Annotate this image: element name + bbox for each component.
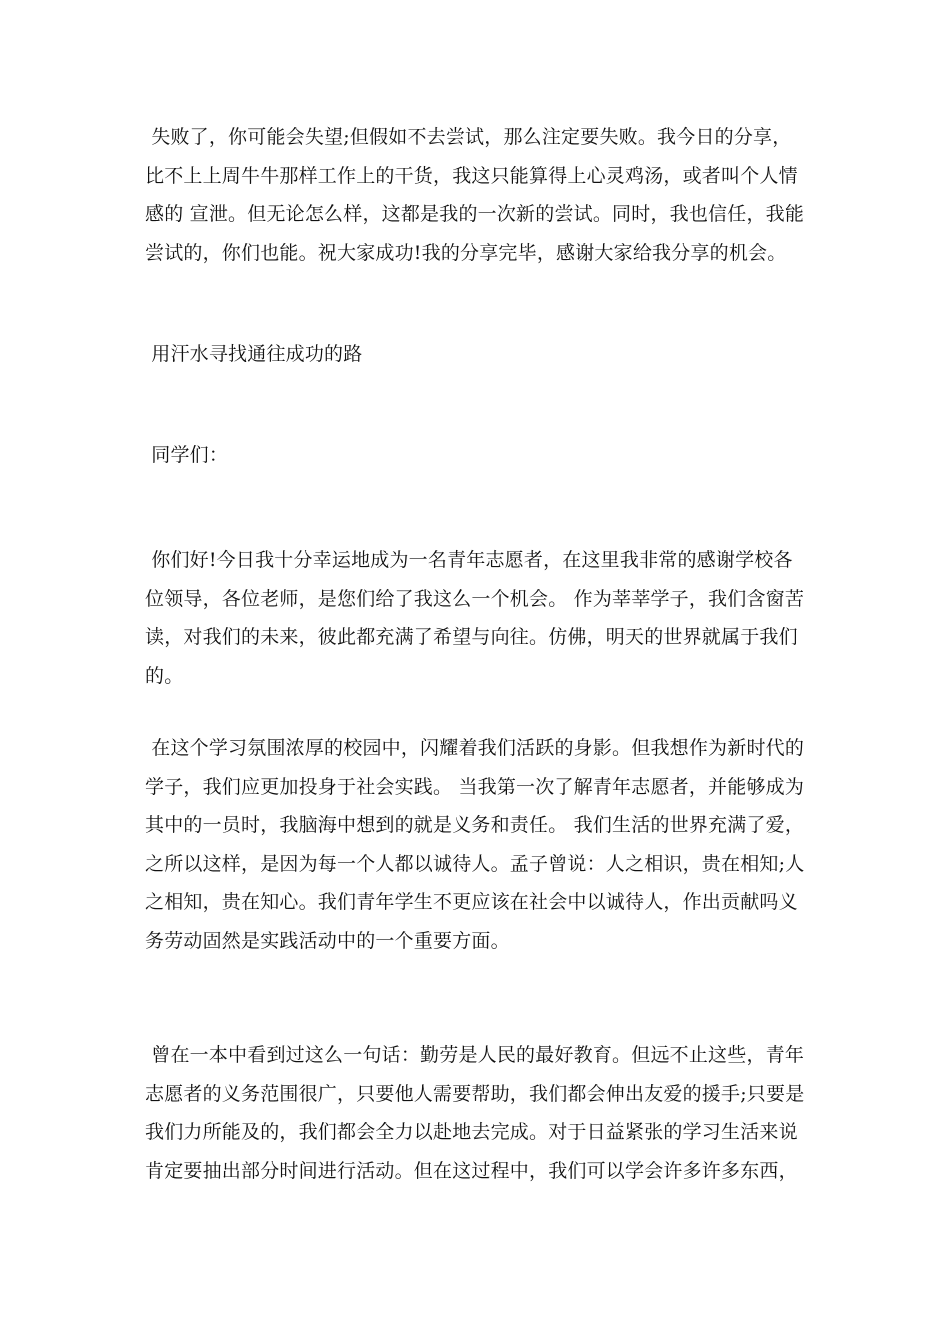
text-line: 务劳动固然是实践活动中的一个重要方面。 xyxy=(145,929,510,952)
text-line: 肯定要抽出部分时间进行活动。但在这过程中，我们可以学会许多许多东西， xyxy=(145,1159,798,1182)
text-line: 尝试的，你们也能。祝大家成功!我的分享完毕，感谢大家给我分享的机会。 xyxy=(145,241,787,264)
text-line: 曾在一本中看到过这么一句话：勤劳是人民的最好教育。但远不止这些，青年 xyxy=(145,1044,805,1066)
text-line: 位领导，各位老师，是您们给了我这么一个机会。 作为莘莘学子，我们含窗苦 xyxy=(145,587,805,610)
text-line: 之所以这样，是因为每一个人都以诚待人。孟子曾说：人之相识，贵在相知;人 xyxy=(145,852,805,875)
text-line: 用汗水寻找通往成功的路 xyxy=(145,343,363,365)
paragraph-volunteer-duties xyxy=(145,1036,810,1190)
text-line: 感的 宣泄。但无论怎么样，这都是我的一次新的尝试。同时，我也信任，我能 xyxy=(145,203,805,225)
text-line: 志愿者的义务范围很广，只要他人需要帮助，我们都会伸出友爱的援手;只要是 xyxy=(145,1082,805,1105)
text-line: 失败了，你可能会失望;但假如不去尝试，那么注定要失败。我今日的分享， xyxy=(145,126,792,148)
text-line: 之相知，贵在知心。我们青年学生不更应该在社会中以诚待人，作出贡献吗义 xyxy=(145,891,798,913)
text-line: 同学们： xyxy=(145,444,229,466)
text-line: 比不上上周牛牛那样工作上的干货，我这只能算得上心灵鸡汤，或者叫个人情 xyxy=(145,164,798,187)
paragraph-greeting xyxy=(145,541,810,695)
paragraph-sharing-conclusion xyxy=(145,118,810,272)
text-line: 你们好!今日我十分幸运地成为一名青年志愿者，在这里我非常的感谢学校各 xyxy=(145,549,793,571)
text-line: 读，对我们的未来，彼此都充满了希望与向往。仿佛，明天的世界就属于我们 xyxy=(145,626,798,648)
section-title xyxy=(145,335,810,374)
text-line: 其中的一员时，我脑海中想到的就是义务和责任。 我们生活的世界充满了爱， xyxy=(145,814,805,836)
text-line: 学子，我们应更加投身于社会实践。 当我第一次了解青年志愿者，并能够成为 xyxy=(145,775,805,798)
text-line: 我们力所能及的，我们都会全力以赴地去完成。对于日益紧张的学习生活来说 xyxy=(145,1121,798,1143)
paragraph-campus-practice xyxy=(145,729,810,960)
text-line: 在这个学习氛围浓厚的校园中，闪耀着我们活跃的身影。但我想作为新时代的 xyxy=(145,737,805,759)
salutation xyxy=(145,436,810,475)
text-line: 的。 xyxy=(145,664,184,687)
